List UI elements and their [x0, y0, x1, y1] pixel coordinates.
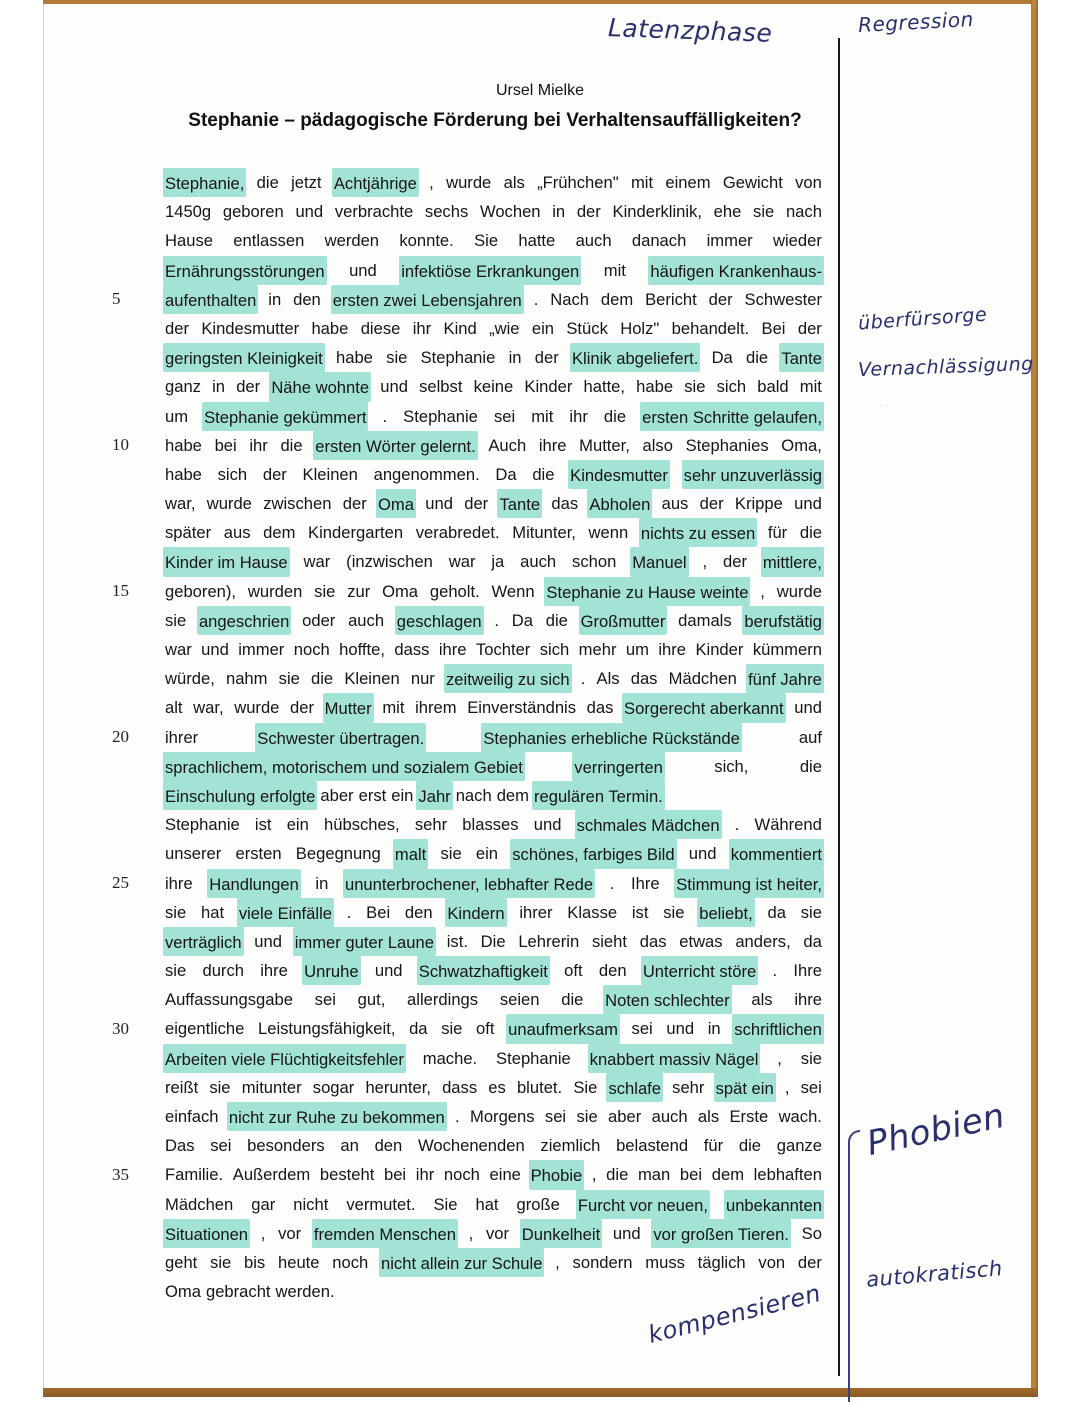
- highlighted-phrase: nichts zu essen: [639, 518, 757, 547]
- highlighted-phrase: berufstätig: [742, 606, 823, 635]
- highlighted-phrase: geschlagen: [395, 606, 484, 635]
- text-line: ihrer Schwester übertragen. Stephanies erhebliche Rückstände auf: [165, 723, 822, 752]
- highlighted-phrase: Schwatzhaftigkeit: [417, 956, 550, 985]
- highlighted-phrase: Arbeiten viele Flüchtigkeitsfehler: [163, 1044, 406, 1073]
- highlighted-phrase: Furcht vor neuen,: [576, 1190, 710, 1219]
- highlighted-phrase: angeschrien: [197, 606, 291, 635]
- highlighted-phrase: Manuel: [630, 547, 688, 576]
- highlighted-phrase: Klinik abgeliefert.: [570, 343, 700, 372]
- highlighted-phrase: geringsten Kleinigkeit: [163, 343, 325, 372]
- text-line: Stephanie ist ein hübsches, sehr blasses und schmales Mädchen . Während: [165, 810, 822, 839]
- highlighted-phrase: fremden Menschen: [312, 1219, 458, 1248]
- text-line: Hause entlassen werden konnte. Sie hatte auch danach immer wieder: [165, 231, 822, 251]
- text-line: habe sich der Kleinen angenommen. Da die Kindesmutter sehr unzuverlässig: [165, 460, 822, 489]
- text-line: reißt sie mitunter sogar herunter, dass es blutet. Sie schlafe sehr spät ein , sei: [165, 1073, 822, 1102]
- margin-divider-line: [838, 38, 840, 1376]
- highlighted-phrase: Situationen: [163, 1219, 250, 1248]
- highlighted-phrase: Schwester übertragen.: [255, 723, 426, 752]
- text-line: geht sie bis heute noch nicht allein zur Schule , sondern muss täglich von der: [165, 1248, 822, 1277]
- highlighted-phrase: Jahr: [416, 781, 452, 810]
- highlighted-phrase: Kindesmutter: [568, 460, 670, 489]
- highlighted-phrase: Großmutter: [579, 606, 668, 635]
- text-line: sie durch ihre Unruhe und Schwatzhaftigkeit oft den Unterricht störe . Ihre: [165, 956, 822, 985]
- highlighted-phrase: unaufmerksam: [506, 1014, 620, 1043]
- highlighted-phrase: schriftlichen: [732, 1014, 824, 1043]
- highlighted-phrase: ersten Wörter gelernt.: [313, 431, 477, 460]
- highlighted-phrase: Ernährungsstörungen: [163, 256, 327, 285]
- text-line: eigentliche Leistungsfähigkeit, da sie oft unaufmerksam sei und in schriftlichen: [165, 1014, 822, 1043]
- highlighted-phrase: Einschulung erfolgte: [163, 781, 317, 810]
- text-line: geboren), wurden sie zur Oma geholt. Wenn Stephanie zu Hause weinte , wurde: [165, 577, 822, 606]
- desk-edge-bottom: [43, 1388, 1038, 1397]
- text-line: sie hat viele Einfälle . Bei den Kindern ihrer Klasse ist sie beliebt, da sie: [165, 898, 822, 927]
- highlighted-phrase: schönes, farbiges Bild: [510, 839, 676, 868]
- line-number: 20: [112, 726, 129, 746]
- text-line: Situationen , vor fremden Menschen , vor Dunkelheit und vor großen Tieren. So: [165, 1219, 822, 1248]
- highlighted-phrase: aufenthalten: [163, 285, 258, 314]
- highlighted-phrase: schmales Mädchen: [575, 810, 722, 839]
- text-line: ganz in der Nähe wohnte und selbst keine Kinder hatte, habe sie sich bald mit: [165, 372, 822, 401]
- highlighted-phrase: nicht allein zur Schule: [379, 1248, 544, 1277]
- text-line: ihre Handlungen in ununterbrochener, lebhafter Rede . Ihre Stimmung ist heiter,: [165, 869, 822, 898]
- highlighted-phrase: Phobie: [529, 1160, 585, 1189]
- highlighted-phrase: unbekannten: [724, 1190, 824, 1219]
- highlighted-phrase: nicht zur Ruhe zu bekommen: [227, 1102, 447, 1131]
- highlighted-phrase: kommentiert: [729, 839, 824, 868]
- highlighted-phrase: immer guter Laune: [293, 927, 436, 956]
- highlighted-phrase: Nähe wohnte: [269, 372, 371, 401]
- highlighted-phrase: knabbert massiv Nägel: [588, 1044, 761, 1073]
- text-line: würde, nahm sie die Kleinen nur zeitweilig zu sich . Als das Mädchen fünf Jahre: [165, 664, 822, 693]
- text-line: war und immer noch hoffte, dass ihre Tochter sich mehr um ihre Kinder kümmern: [165, 640, 822, 659]
- highlighted-phrase: sprachlichem, motorischem und sozialem Gebiet: [163, 752, 525, 781]
- highlighted-phrase: mittlere,: [761, 547, 824, 576]
- highlighted-phrase: Kindern: [445, 898, 506, 927]
- text-line: Oma gebracht werden.: [165, 1282, 335, 1302]
- line-number: 15: [112, 580, 129, 600]
- highlighted-phrase: sehr unzuverlässig: [682, 460, 824, 489]
- handwritten-note-autokratisch: autokratisch: [865, 1256, 1004, 1292]
- handwritten-bracket: [848, 1130, 860, 1402]
- highlighted-phrase: Stimmung ist heiter,: [674, 869, 824, 898]
- highlighted-phrase: infektiöse Erkrankungen: [399, 256, 581, 285]
- handwritten-note-regression: Regression: [857, 6, 975, 38]
- text-line: um Stephanie gekümmert . Stephanie sei mit ihr die ersten Schritte gelaufen,: [165, 402, 822, 431]
- highlighted-phrase: zeitweilig zu sich: [444, 664, 572, 693]
- text-line: alt war, wurde der Mutter mit ihrem Einverständnis das Sorgerecht aberkannt und: [165, 693, 822, 722]
- highlighted-phrase: Dunkelheit: [520, 1219, 602, 1248]
- highlighted-phrase: häufigen Krankenhaus-: [648, 256, 824, 285]
- document-title: Stephanie – pädagogische Förderung bei Verhaltensauffälligkeiten?: [188, 110, 802, 131]
- line-number: 5: [112, 288, 121, 308]
- highlighted-phrase: Mutter: [323, 693, 374, 722]
- highlighted-phrase: Stephanies erhebliche Rückstände: [481, 723, 741, 752]
- text-line: 1450g geboren und verbrachte sechs Wochen in der Kinderklinik, ehe sie nach: [165, 202, 822, 222]
- highlighted-phrase: Abholen: [587, 489, 652, 518]
- author-name: Ursel Mielke: [495, 82, 584, 99]
- handwritten-note-latenzphase: Latenzphase: [607, 13, 773, 48]
- pencil-marks: · ·: [880, 400, 890, 411]
- highlighted-phrase: schlafe: [606, 1073, 663, 1102]
- handwritten-note-ueberfuersorge: überfürsorge: [857, 303, 988, 335]
- highlighted-phrase: Sorgerecht aberkannt: [622, 693, 786, 722]
- text-line: habe bei ihr die ersten Wörter gelernt. Auch ihre Mutter, also Stephanies Oma,: [165, 431, 822, 460]
- highlighted-phrase: ersten Schritte gelaufen,: [640, 402, 824, 431]
- text-line: Das sei besonders an den Wochenenden ziemlich belastend für die ganze: [165, 1136, 822, 1156]
- highlighted-phrase: Unruhe: [302, 956, 360, 985]
- highlighted-phrase: Tante: [779, 343, 824, 372]
- text-line: Mädchen gar nicht vermutet. Sie hat große Furcht vor neuen, unbekannten: [165, 1190, 822, 1219]
- highlighted-phrase: malt: [393, 839, 428, 868]
- highlighted-phrase: fünf Jahre: [746, 664, 824, 693]
- text-line: Ernährungsstörungen und infektiöse Erkrankungen mit häufigen Krankenhaus-: [165, 256, 822, 285]
- line-number: 30: [112, 1018, 129, 1038]
- highlighted-phrase: Stephanie,: [163, 168, 246, 197]
- highlighted-phrase: verträglich: [163, 927, 244, 956]
- text-line: geringsten Kleinigkeit habe sie Stephanie in der Klinik abgeliefert. Da die Tante: [165, 343, 822, 372]
- document-body: [165, 168, 822, 1306]
- text-line: sie angeschrien oder auch geschlagen . Da die Großmutter damals berufstätig: [165, 606, 822, 635]
- highlighted-phrase: regulären Termin.: [532, 781, 665, 810]
- text-line: aufenthalten in den ersten zwei Lebensjahren . Nach dem Bericht der Schwester: [165, 285, 822, 314]
- text-line: einfach nicht zur Ruhe zu bekommen . Morgens sei sie aber auch als Erste wach.: [165, 1102, 822, 1131]
- highlighted-phrase: beliebt,: [697, 898, 755, 927]
- text-line: Kinder im Hause war (inzwischen war ja auch schon Manuel , der mittlere,: [165, 547, 822, 576]
- highlighted-phrase: viele Einfälle: [237, 898, 334, 927]
- line-number: 25: [112, 872, 129, 892]
- highlighted-phrase: vor großen Tieren.: [651, 1219, 791, 1248]
- highlighted-phrase: Handlungen: [207, 869, 301, 898]
- highlighted-phrase: Oma: [376, 489, 416, 518]
- highlighted-phrase: Noten schlechter: [603, 985, 732, 1014]
- handwritten-note-phobien: Phobien: [863, 1095, 1009, 1165]
- highlighted-phrase: Kinder im Hause: [163, 547, 290, 576]
- desk-edge-right: [1030, 0, 1038, 1397]
- text-line: unserer ersten Begegnung malt sie ein schönes, farbiges Bild und kommentiert: [165, 839, 822, 868]
- highlighted-phrase: Achtjährige: [332, 168, 419, 197]
- text-line: Stephanie, die jetzt Achtjährige , wurde als „Frühchen" mit einem Gewicht von: [165, 168, 822, 197]
- text-line: Einschulung erfolgte aber erst ein Jahr nach dem regulären Termin.: [165, 781, 822, 810]
- line-number: 35: [112, 1164, 129, 1184]
- text-line: der Kindesmutter habe diese ihr Kind „wie ein Stück Holz" behandelt. Bei der: [165, 318, 822, 338]
- text-line: später aus dem Kindergarten verabredet. Mitunter, wenn nichts zu essen für die: [165, 518, 822, 547]
- handwritten-note-vernachlaessigung: Vernachlässigung: [857, 352, 1035, 382]
- text-line: Familie. Außerdem besteht bei ihr noch eine Phobie , die man bei dem lebhaften: [165, 1160, 822, 1189]
- highlighted-phrase: Tante: [497, 489, 542, 518]
- highlighted-phrase: Unterricht störe: [641, 956, 758, 985]
- text-line: sprachlichem, motorischem und sozialem Gebiet verringerten sich, die: [165, 752, 822, 781]
- text-line: Auffassungsgabe sei gut, allerdings seien die Noten schlechter als ihre: [165, 985, 822, 1014]
- highlighted-phrase: spät ein: [714, 1073, 776, 1102]
- text-line: verträglich und immer guter Laune ist. Die Lehrerin sieht das etwas anders, da: [165, 927, 822, 956]
- line-number: 10: [112, 434, 129, 454]
- highlighted-phrase: ununterbrochener, lebhafter Rede: [343, 869, 595, 898]
- highlighted-phrase: verringerten: [572, 752, 665, 781]
- highlighted-phrase: Stephanie zu Hause weinte: [544, 577, 750, 606]
- highlighted-phrase: Stephanie gekümmert: [202, 402, 368, 431]
- text-line: war, wurde zwischen der Oma und der Tante das Abholen aus der Krippe und: [165, 489, 822, 518]
- text-line: Arbeiten viele Flüchtigkeitsfehler mache. Stephanie knabbert massiv Nägel , sie: [165, 1044, 822, 1073]
- handwritten-note-kompensieren: kompensieren: [645, 1279, 824, 1349]
- highlighted-phrase: ersten zwei Lebensjahren: [331, 285, 524, 314]
